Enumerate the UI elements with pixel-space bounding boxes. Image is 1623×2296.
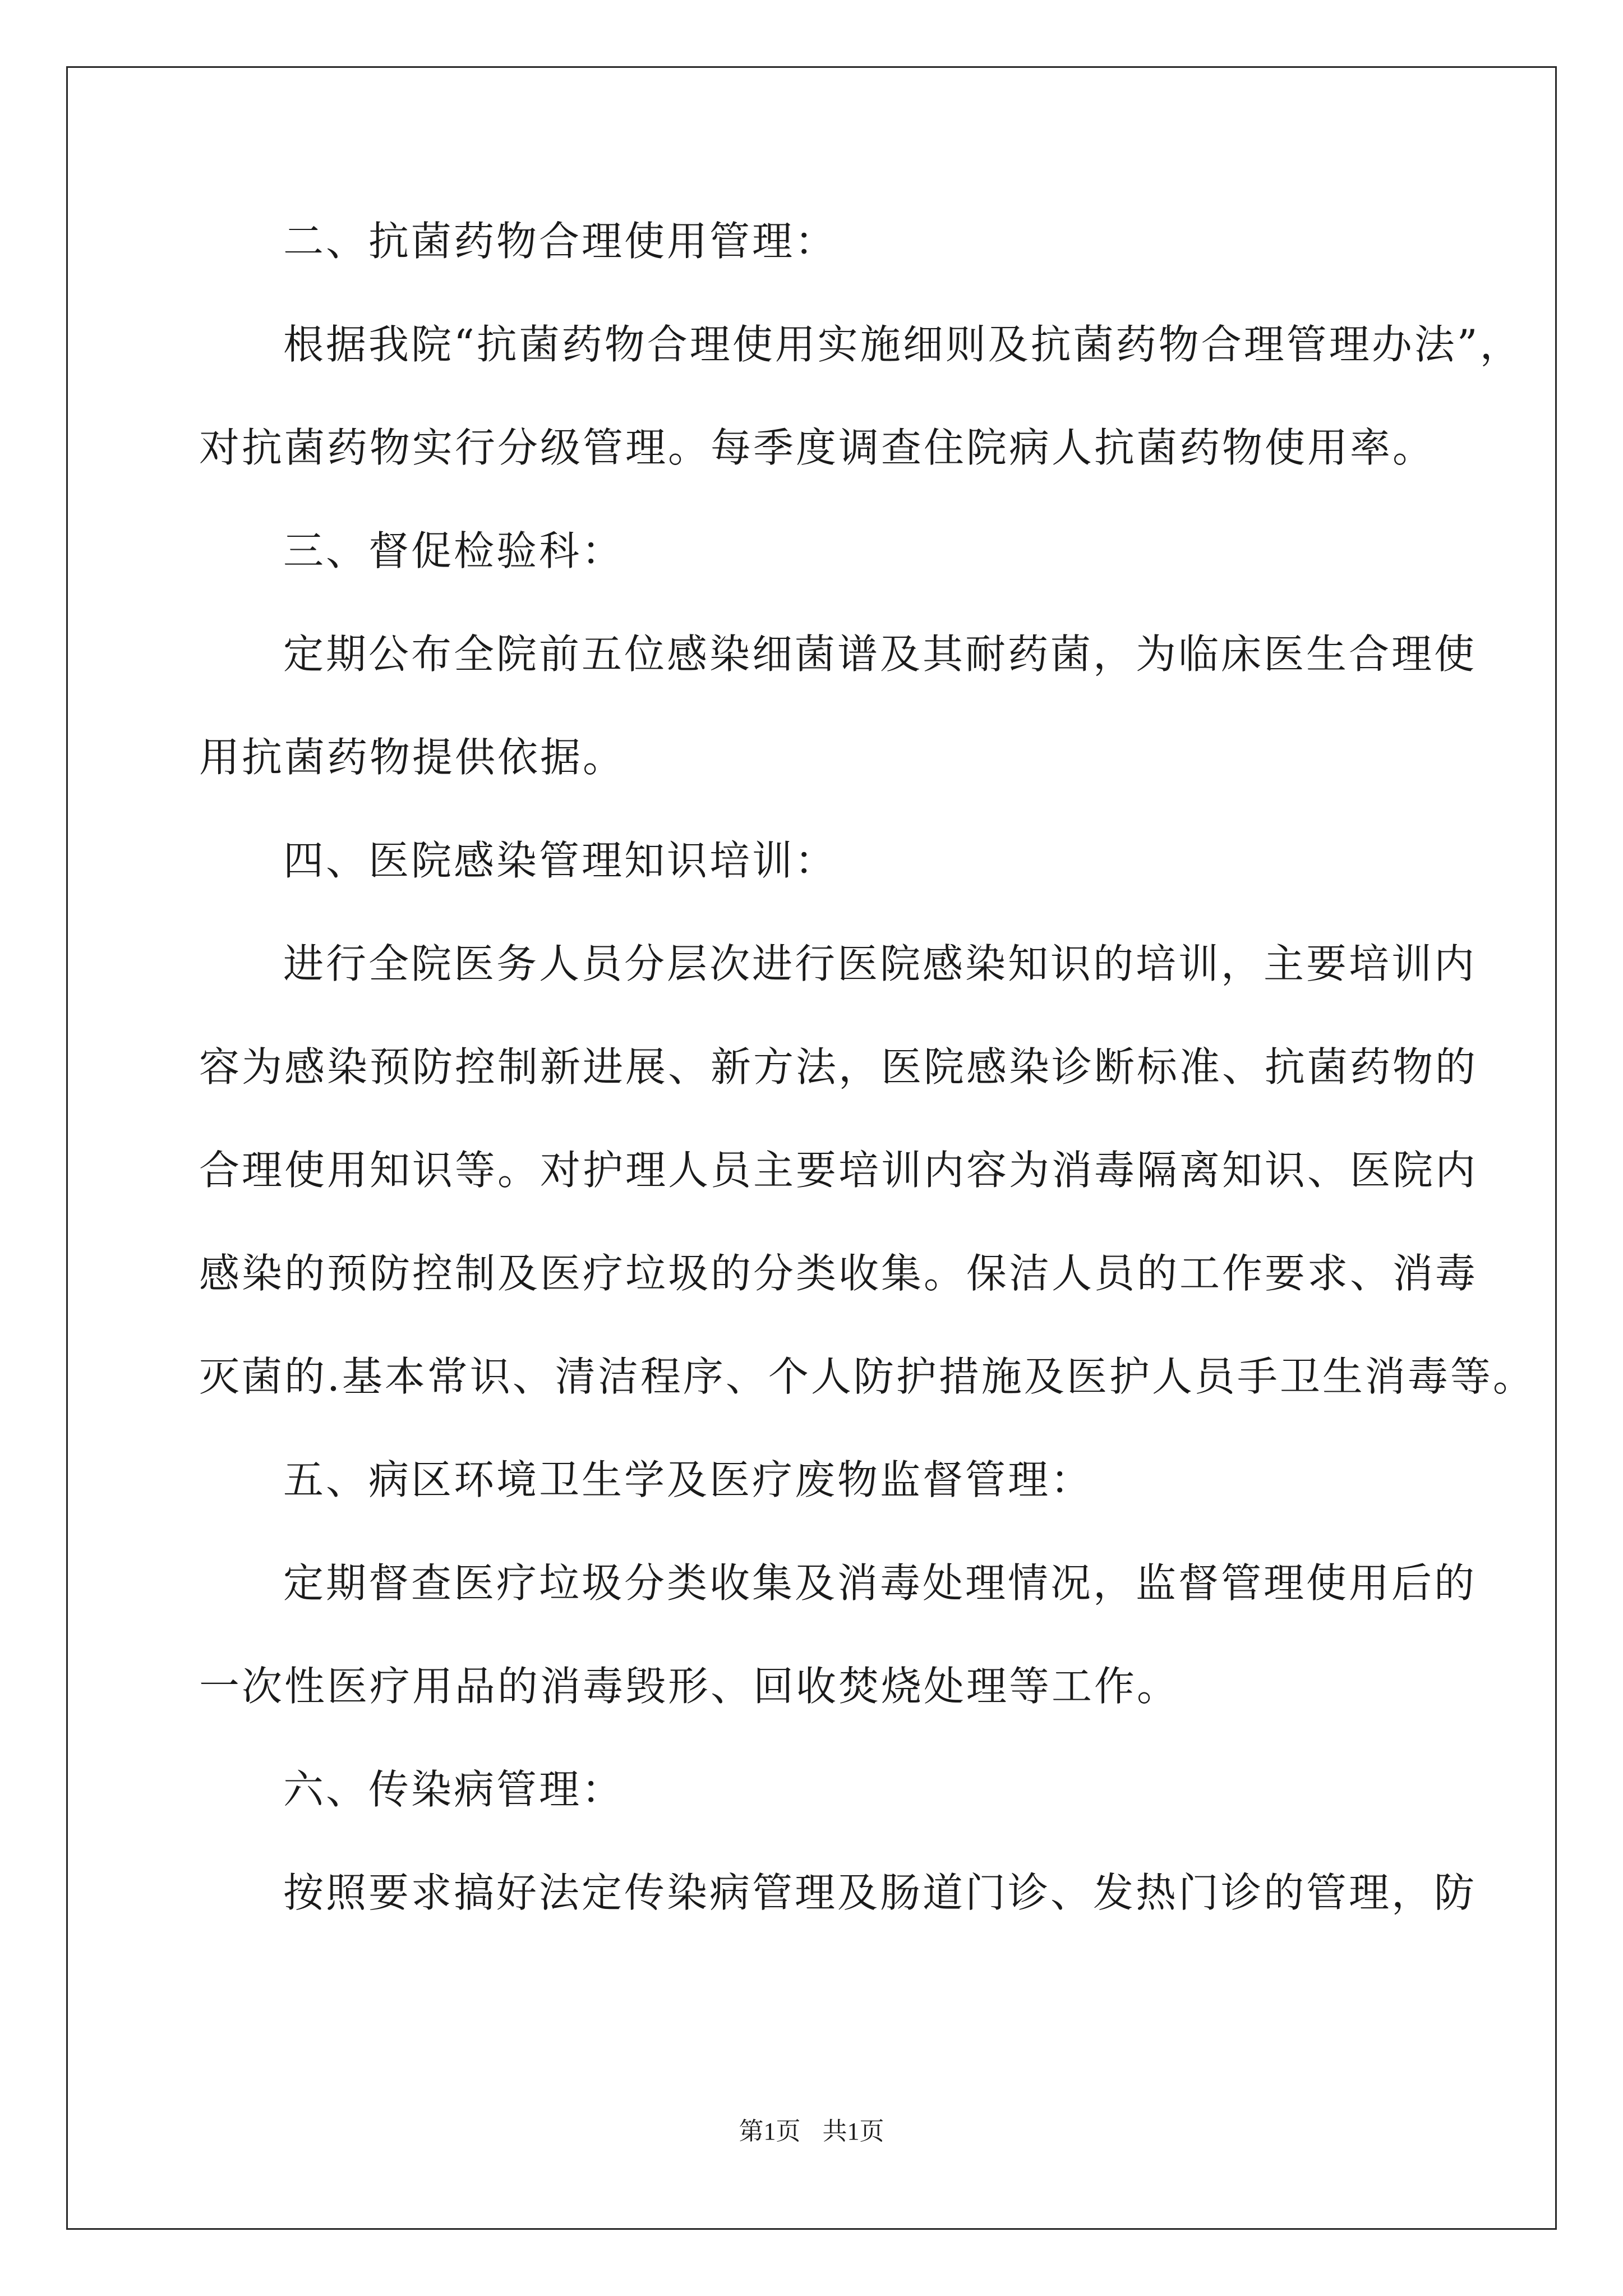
section-heading-5: 五、病区环境卫生学及医疗废物监督管理： (283, 1456, 1094, 1503)
page-footer (0, 2115, 1623, 2148)
paragraph-line: 感染的预防控制及医疗垃圾的分类收集。保洁人员的工作要求、消毒 (199, 1250, 1478, 1297)
section-heading-4: 四、医院感染管理知识培训： (283, 837, 838, 884)
paragraph-line: 定期公布全院前五位感染细菌谱及其耐药菌，为临床医生合理使 (283, 631, 1477, 678)
section-heading-6: 六、传染病管理： (283, 1766, 625, 1813)
paragraph-line: 根据我院“抗菌药物合理使用实施细则及抗菌药物合理管理办法”， (283, 321, 1523, 368)
paragraph-line: 按照要求搞好法定传染病管理及肠道门诊、发热门诊的管理，防 (283, 1869, 1477, 1916)
paragraph-line: 灭菌的.基本常识、清洁程序、个人防护措施及医护人员手卫生消毒等。 (199, 1353, 1536, 1400)
paragraph-line: 对抗菌药物实行分级管理。每季度调查住院病人抗菌药物使用率。 (199, 424, 1436, 471)
paragraph-line: 进行全院医务人员分层次进行医院感染知识的培训，主要培训内 (283, 940, 1477, 987)
page-number: 第1页 (739, 2118, 801, 2145)
page-total: 共1页 (822, 2118, 884, 2145)
paragraph-line: 用抗菌药物提供依据。 (199, 734, 626, 781)
section-heading-3: 三、督促检验科： (283, 527, 625, 574)
paragraph-line: 定期督查医疗垃圾分类收集及消毒处理情况，监督管理使用后的 (283, 1559, 1477, 1607)
section-heading-2: 二、抗菌药物合理使用管理： (283, 218, 838, 265)
paragraph-line: 容为感染预防控制新进展、新方法，医院感染诊断标准、抗菌药物的 (199, 1043, 1478, 1091)
paragraph-line: 合理使用知识等。对护理人员主要培训内容为消毒隔离知识、医院内 (199, 1147, 1478, 1194)
paragraph-line: 一次性医疗用品的消毒毁形、回收焚烧处理等工作。 (199, 1663, 1180, 1710)
